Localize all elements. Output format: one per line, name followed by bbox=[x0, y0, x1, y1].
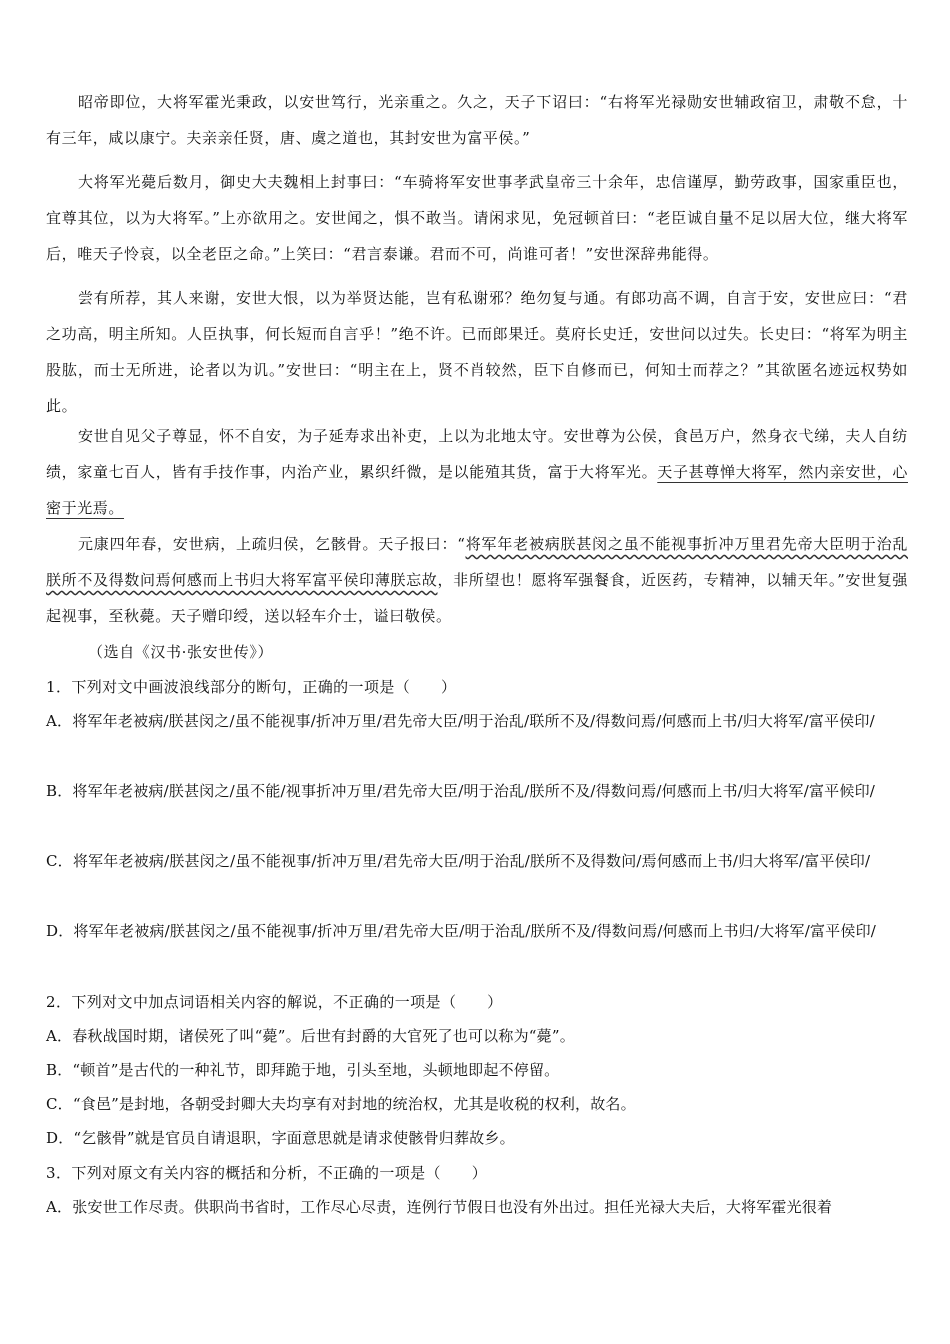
question-2-option-a: A．春秋战国时期，诸侯死了叫“薨”。后世有封爵的大官死了也可以称为“薨”。 bbox=[46, 1027, 575, 1045]
question-3-stem: 3．下列对原文有关内容的概括和分析，不正确的一项是（ ） bbox=[46, 1164, 488, 1182]
question-1-option-b: B．将军年老被病/朕甚闵之/虽不能/视事折冲万里/君先帝大臣/明于治乱/朕所不及/得数问焉/何感而上书/归大将军/富平候印/ bbox=[46, 782, 876, 800]
question-2-option-b: B．“顿首”是古代的一种礼节，即拜跪于地，引头至地，头顿地即起不停留。 bbox=[46, 1061, 560, 1079]
wavy-underlined-passage: 将军年老被病朕甚闵之虽不能视事折冲万里君先帝大臣明于治乱朕所不及得数问焉何感而上书归大将军富平侯印薄朕忘故 bbox=[46, 535, 908, 589]
question-1-option-d: D．将军年老被病/朕甚闵之/虽不能视事/折冲万里/君先帝大臣/明于治乱/朕所不及/得数问焉/何感而上书归/大将军/富平侯印/ bbox=[46, 922, 877, 940]
question-1-option-c: C．将军年老被病/朕甚闵之/虽不能视事/折冲万里/君先帝大臣/明于治乱/朕所不及得数问/焉何感而上书/归大将军/富平侯印/ bbox=[46, 852, 871, 870]
passage-paragraph-3: 尝有所荐，其人来谢，安世大恨，以为举贤达能，岂有私谢邪？绝勿复与通。有郎功高不调，自言于安，安世应曰：“君之功高，明主所知。人臣执事，何长短而自言乎！”绝不许。已而郎果迁。莫府长史迁，安世问以过失。长史曰：“将军为明主股肱，而士无所进，论者以为讥。”安世曰：“明主在上，贤不肖较然，臣下自修而已，何知士而荐之？”其欲匿名迹远权势如此。 bbox=[46, 289, 908, 415]
question-2-stem: 2．下列对文中加点词语相关内容的解说，不正确的一项是（ ） bbox=[46, 993, 503, 1011]
question-2-option-c: C．“食邑”是封地，各朝受封卿大夫均享有对封地的统治权，尤其是收税的权利，故名。 bbox=[46, 1095, 636, 1113]
underlined-sentence: 天子甚尊惮大将军，然内亲安世，心密于光焉。 bbox=[46, 463, 908, 517]
passage-paragraph-1: 昭帝即位，大将军霍光秉政，以安世笃行，光亲重之。久之，天子下诏曰：“右将军光禄勋安世辅政宿卫，肃敬不怠，十有三年，咸以康宁。夫亲亲任贤，唐、虞之道也，其封安世为富平侯。” bbox=[46, 93, 908, 147]
question-2-option-d: D．“乞骸骨”就是官员自请退职，字面意思就是请求使骸骨归葬故乡。 bbox=[46, 1129, 515, 1147]
question-1-stem: 1．下列对文中画波浪线部分的断句，正确的一项是（ ） bbox=[46, 678, 457, 696]
source-citation: （选自《汉书·张安世传》） bbox=[88, 643, 274, 661]
question-3-option-a: A．张安世工作尽责。供职尚书省时，工作尽心尽责，连例行节假日也没有外出过。担任光禄大夫后，大将军霍光很着 bbox=[46, 1198, 833, 1216]
question-1-option-a: A．将军年老被病/朕甚闵之/虽不能视事/折冲万里/君先帝大臣/明于治乱/联所不及/得数问焉/何感而上书/归大将军/富平侯印/ bbox=[46, 712, 875, 730]
passage-paragraph-5: 元康四年春，安世病，上疏归侯，乞骸骨。天子报曰：“将军年老被病朕甚闵之虽不能视事折冲万里君先帝大臣明于治乱朕所不及得数问焉何感而上书归大将军富平侯印薄朕忘故，非所望也！愿将军强餐食，近医药，专精神，以辅天年。”安世复强起视事，至秋薨。天子赠印绶，送以轻车介士，谥曰敬侯。 bbox=[46, 535, 908, 625]
passage-paragraph-4: 安世自见父子尊显，怀不自安，为子延寿求出补吏，上以为北地太守。安世尊为公侯，食邑万户，然身衣弋绨，夫人自纺绩，家童七百人，皆有手技作事，内治产业，累织纤微，是以能殖其货，富于大将军光。天子甚尊惮大将军，然内亲安世，心密于光焉。 bbox=[46, 427, 908, 517]
passage-paragraph-2: 大将军光薨后数月，御史大夫魏相上封事曰：“车骑将军安世事孝武皇帝三十余年，忠信谨厚，勤劳政事，国家重臣也，宜尊其位，以为大将军。”上亦欲用之。安世闻之，惧不敢当。请闲求见，免冠顿首曰：“老臣诚自量不足以居大位，继大将军后，唯天子怜哀，以全老臣之命。”上笑曰：“君言泰谦。君而不可，尚谁可者！”安世深辞弗能得。 bbox=[46, 173, 908, 263]
